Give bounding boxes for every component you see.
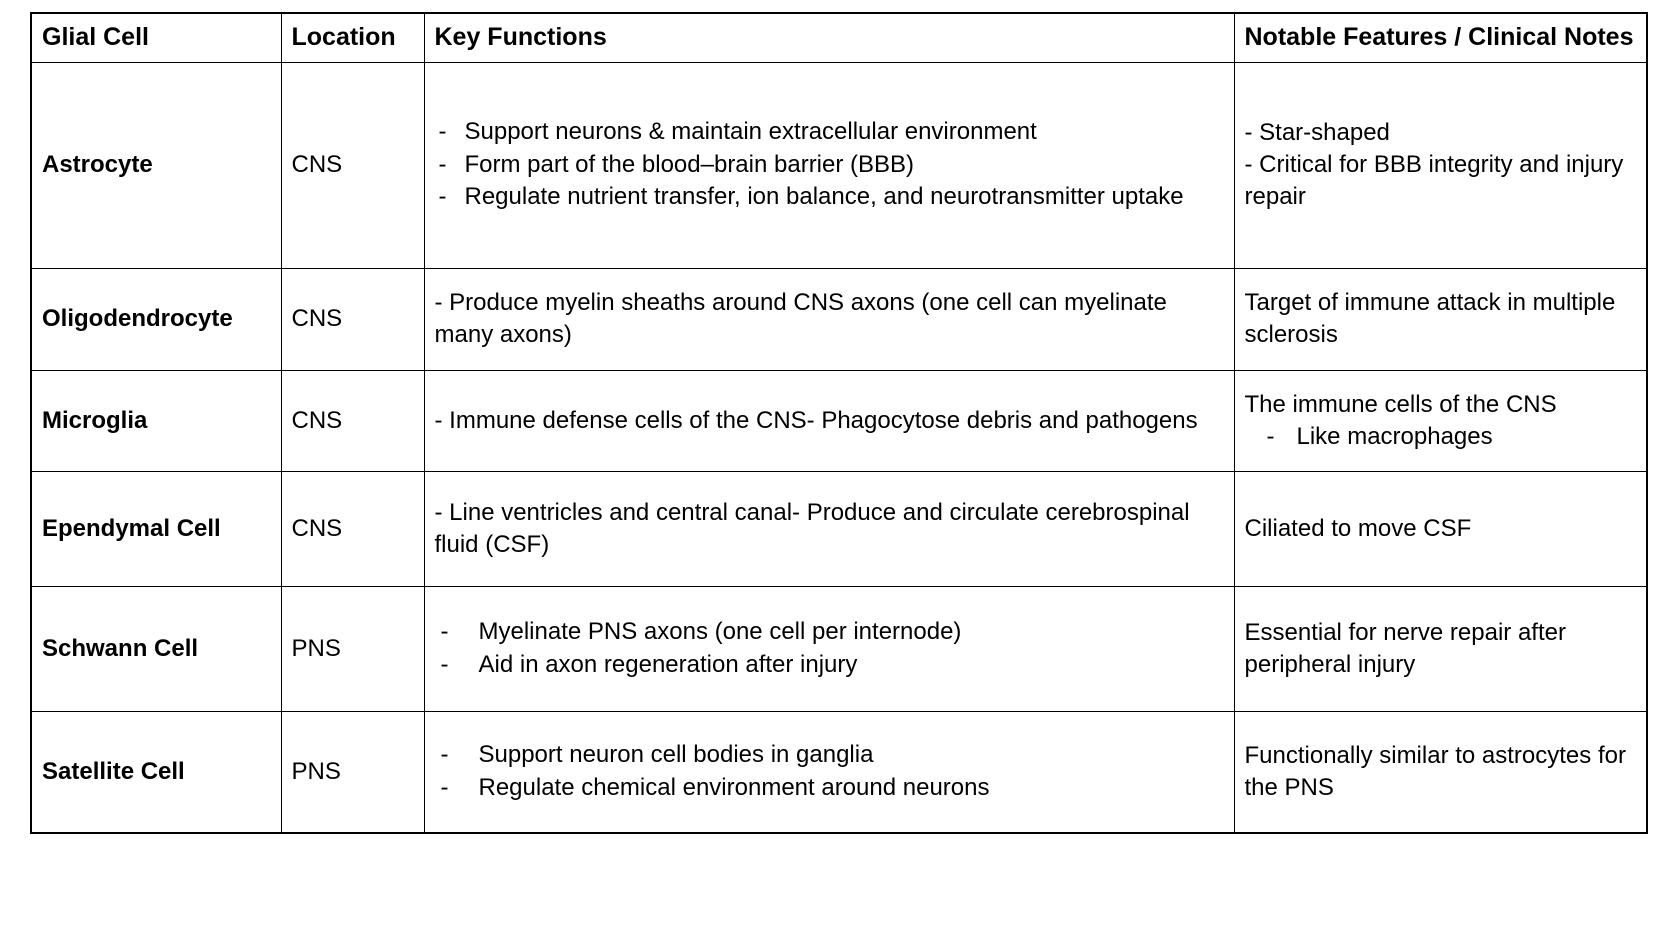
cell-notable-features	[1234, 62, 1647, 268]
column-header-glial-cell: Glial Cell	[31, 13, 281, 62]
cell-name: Ependymal Cell	[31, 471, 281, 586]
note-line: The immune cells of the CNS	[1244, 390, 1557, 418]
table-row	[31, 711, 1647, 833]
column-header-location: Location	[281, 13, 424, 62]
list-item: - Regulate nutrient transfer, ion balance, and neurotransmitter uptake	[435, 181, 1224, 213]
cell-location: CNS	[281, 370, 424, 471]
cell-key-functions	[424, 586, 1234, 711]
cell-notable-features: Functionally similar to astrocytes for the PNS	[1234, 711, 1647, 833]
function-list	[435, 116, 1224, 213]
note-line: - Star-shaped	[1244, 119, 1390, 147]
cell-notable-features: Essential for nerve repair after peripheral injury	[1234, 586, 1647, 711]
cell-location: CNS	[281, 471, 424, 586]
table-row	[31, 471, 1647, 586]
list-item: - Form part of the blood–brain barrier (BBB)	[435, 149, 1224, 181]
cell-location: PNS	[281, 586, 424, 711]
list-item: - Support neurons & maintain extracellular environment	[435, 116, 1224, 148]
table-header	[31, 13, 1647, 62]
cell-notable-features: Ciliated to move CSF	[1234, 471, 1647, 586]
list-item: - Myelinate PNS axons (one cell per internode)	[435, 616, 1224, 648]
cell-notable-features	[1234, 370, 1647, 471]
table-row	[31, 586, 1647, 711]
cell-location: PNS	[281, 711, 424, 833]
column-header-key-functions: Key Functions	[424, 13, 1234, 62]
list-item: - Regulate chemical environment around neurons	[435, 772, 1224, 804]
list-item: - Support neuron cell bodies in ganglia	[435, 739, 1224, 771]
column-header-notable-features: Notable Features / Clinical Notes	[1234, 13, 1647, 62]
table-row	[31, 370, 1647, 471]
cell-name: Satellite Cell	[31, 711, 281, 833]
glial-cells-table	[30, 12, 1648, 834]
table-header-row	[31, 13, 1647, 62]
cell-name: Astrocyte	[31, 62, 281, 268]
cell-name: Oligodendrocyte	[31, 268, 281, 370]
table-body	[31, 62, 1647, 833]
note-sub-line: - Like macrophages	[1245, 421, 1637, 453]
cell-name: Schwann Cell	[31, 586, 281, 711]
table-row	[31, 62, 1647, 268]
table-row	[31, 268, 1647, 370]
note-line: - Critical for BBB integrity and injury repair	[1244, 151, 1624, 210]
cell-notable-features: Target of immune attack in multiple sclerosis	[1234, 268, 1647, 370]
cell-key-functions	[424, 62, 1234, 268]
function-list	[435, 739, 1224, 803]
cell-key-functions: - Line ventricles and central canal- Produce and circulate cerebrospinal fluid (CSF)	[424, 471, 1234, 586]
list-item: - Aid in axon regeneration after injury	[435, 649, 1224, 681]
cell-location: CNS	[281, 62, 424, 268]
cell-key-functions	[424, 711, 1234, 833]
cell-location: CNS	[281, 268, 424, 370]
function-list	[435, 616, 1224, 680]
cell-name: Microglia	[31, 370, 281, 471]
cell-key-functions: - Immune defense cells of the CNS- Phagocytose debris and pathogens	[424, 370, 1234, 471]
cell-key-functions: - Produce myelin sheaths around CNS axons (one cell can myelinate many axons)	[424, 268, 1234, 370]
